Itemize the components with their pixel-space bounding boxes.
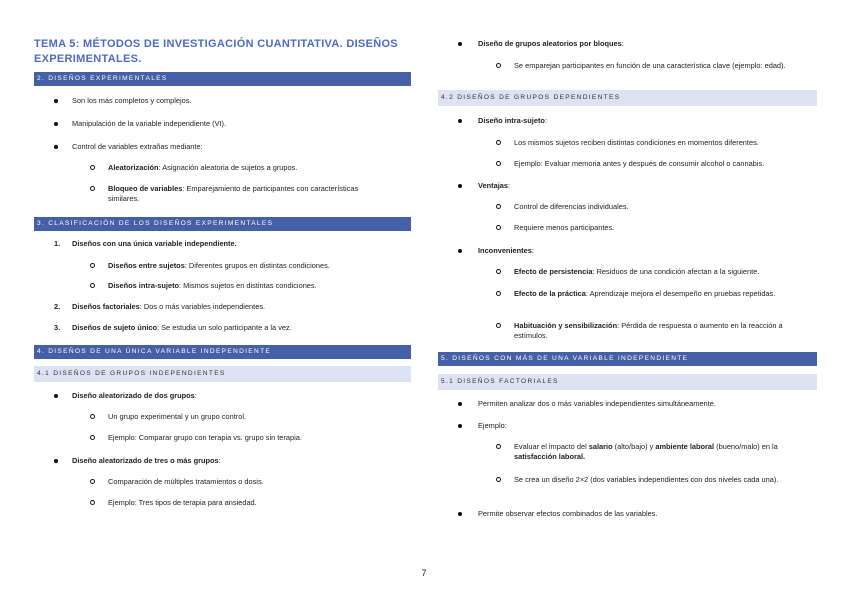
list-number: 2. <box>54 302 61 311</box>
list-item: Diseño intra-sujeto: <box>478 116 547 125</box>
list-item: Diseño de grupos aleatorios por bloques: <box>478 39 624 48</box>
section-4-2-heading: 4.2 DISEÑOS DE GRUPOS DEPENDIENTES <box>438 90 817 106</box>
circle-bullet-icon <box>496 444 501 449</box>
list-item: Diseños intra-sujeto: Mismos sujetos en distintas condiciones. <box>108 281 317 290</box>
list-item: Ejemplo: Evaluar memoria antes y después de consumir alcohol o cannabis. <box>514 159 765 168</box>
circle-bullet-icon <box>90 283 95 288</box>
list-item: Inconvenientes: <box>478 246 534 255</box>
list-item: Control de variables extrañas mediante: <box>72 142 203 151</box>
list-item: Diseños factoriales: Dos o más variables independientes. <box>72 302 266 311</box>
list-item: Ventajas: <box>478 181 511 190</box>
bullet-icon <box>54 99 58 103</box>
list-item: Ejemplo: Comparar grupo con terapia vs. grupo sin terapia. <box>108 433 302 442</box>
section-5-heading: 5. DISEÑOS CON MÁS DE UNA VARIABLE INDEPENDIENTE <box>438 352 817 366</box>
bullet-icon <box>458 402 462 406</box>
list-number: 1. <box>54 239 61 248</box>
bullet-icon <box>458 424 462 428</box>
bullet-icon <box>458 512 462 516</box>
list-item: Se crea un diseño 2×2 (dos variables independientes con dos niveles cada una). <box>514 475 779 484</box>
bullet-icon <box>54 145 58 149</box>
circle-bullet-icon <box>90 435 95 440</box>
list-item: Bloqueo de variables: Emparejamiento de participantes con características similares. <box>108 184 359 203</box>
bullet-icon <box>458 249 462 253</box>
section-4-1-heading: 4.1 DISEÑOS DE GRUPOS INDEPENDIENTES <box>34 366 411 382</box>
list-item: Aleatorización: Asignación aleatoria de sujetos a grupos. <box>108 163 298 172</box>
list-item: Son los más completos y complejos. <box>72 96 192 105</box>
bullet-icon <box>54 459 58 463</box>
bullet-icon <box>458 184 462 188</box>
list-item: Manipulación de la variable independiente (VI). <box>72 119 227 128</box>
circle-bullet-icon <box>496 140 501 145</box>
circle-bullet-icon <box>90 479 95 484</box>
list-item: Ejemplo: Tres tipos de terapia para ansiedad. <box>108 498 257 507</box>
list-item: Diseños con una única variable independiente. <box>72 239 237 248</box>
page-number: 7 <box>421 568 427 578</box>
section-3-heading: 3. CLASIFICACIÓN DE LOS DISEÑOS EXPERIMENTALES <box>34 217 411 231</box>
circle-bullet-icon <box>496 291 501 296</box>
circle-bullet-icon <box>90 165 95 170</box>
circle-bullet-icon <box>496 477 501 482</box>
list-item: Diseño aleatorizado de dos grupos: <box>72 391 197 400</box>
list-item: Control de diferencias individuales. <box>514 202 629 211</box>
list-item: Habituación y sensibilización: Pérdida de respuesta o aumento en la reacción a estímulos. <box>514 321 783 340</box>
list-item: Permiten analizar dos o más variables independientes simultáneamente. <box>478 399 716 408</box>
list-item: Diseños entre sujetos: Diferentes grupos en distintas condiciones. <box>108 261 330 270</box>
list-item: Ejemplo: <box>478 421 507 430</box>
list-number: 3. <box>54 323 61 332</box>
list-item: Requiere menos participantes. <box>514 223 615 232</box>
list-item: Permite observar efectos combinados de las variables. <box>478 509 658 518</box>
circle-bullet-icon <box>90 500 95 505</box>
bullet-icon <box>458 42 462 46</box>
circle-bullet-icon <box>496 63 501 68</box>
list-item: Efecto de persistencia: Residuos de una condición afectan a la siguiente. <box>514 267 760 276</box>
list-item: Los mismos sujetos reciben distintas condiciones en momentos diferentes. <box>514 138 759 147</box>
section-4-heading: 4. DISEÑOS DE UNA ÚNICA VARIABLE INDEPENDIENTE <box>34 345 411 359</box>
list-item: Efecto de la práctica: Aprendizaje mejora el desempeño en pruebas repetidas. <box>514 289 776 298</box>
circle-bullet-icon <box>496 269 501 274</box>
list-item: Un grupo experimental y un grupo control. <box>108 412 247 421</box>
page-title: TEMA 5: MÉTODOS DE INVESTIGACIÓN CUANTITATIVA. DISEÑOS EXPERIMENTALES. <box>34 38 398 65</box>
section-2-heading: 2. DISEÑOS EXPERIMENTALES <box>34 72 411 86</box>
bullet-icon <box>54 122 58 126</box>
list-item: Se emparejan participantes en función de una característica clave (ejemplo: edad). <box>514 61 786 70</box>
circle-bullet-icon <box>496 225 501 230</box>
section-5-1-heading: 5.1 DISEÑOS FACTORIALES <box>438 374 817 390</box>
circle-bullet-icon <box>496 323 501 328</box>
list-item: Diseño aleatorizado de tres o más grupos: <box>72 456 221 465</box>
circle-bullet-icon <box>90 414 95 419</box>
bullet-icon <box>54 394 58 398</box>
circle-bullet-icon <box>496 204 501 209</box>
list-item: Diseños de sujeto único: Se estudia un solo participante a la vez. <box>72 323 292 332</box>
circle-bullet-icon <box>496 161 501 166</box>
circle-bullet-icon <box>90 186 95 191</box>
circle-bullet-icon <box>90 263 95 268</box>
list-item: Comparación de múltiples tratamientos o dosis. <box>108 477 264 486</box>
bullet-icon <box>458 119 462 123</box>
list-item: Evaluar el impacto del salario (alto/bajo) y ambiente laboral (bueno/malo) en la satisfacción laboral. <box>514 442 778 461</box>
